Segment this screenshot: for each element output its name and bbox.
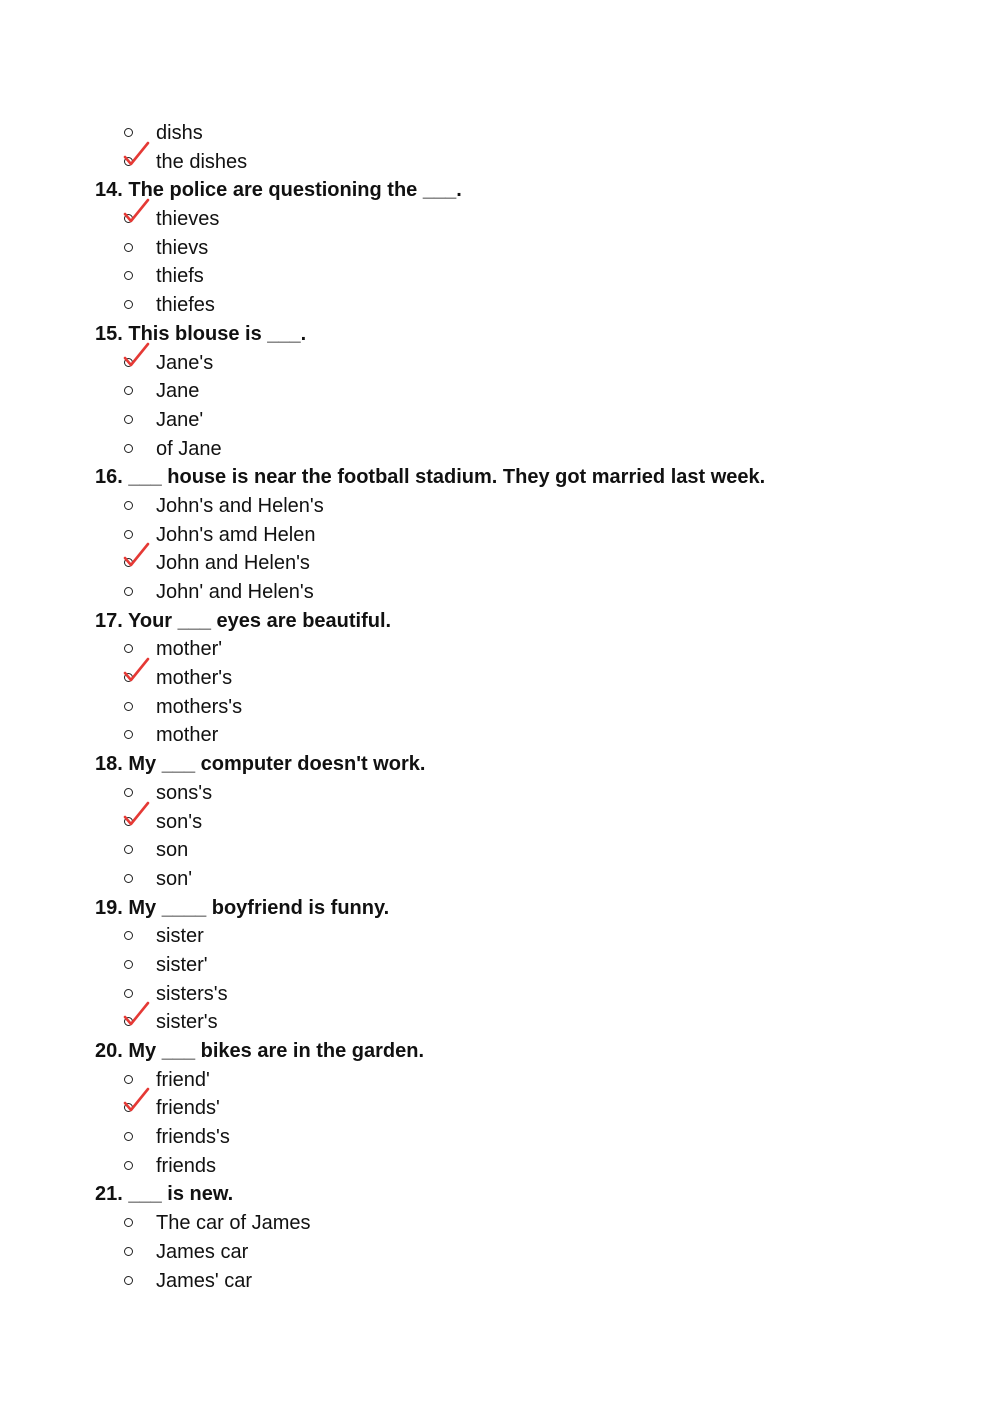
circle-bullet-icon xyxy=(124,960,133,969)
option-label: son' xyxy=(156,867,193,890)
answer-option xyxy=(0,205,1000,234)
question-text: 14. The police are questioning the ___. xyxy=(95,179,462,202)
circle-bullet-icon xyxy=(124,300,133,309)
option-label: sister' xyxy=(156,953,208,976)
option-label: thiefs xyxy=(156,265,204,288)
option-label: John' and Helen's xyxy=(156,581,314,603)
answer-option xyxy=(0,1209,1000,1238)
answer-option xyxy=(0,922,1000,951)
circle-bullet-icon xyxy=(124,702,133,711)
answer-option xyxy=(0,492,1000,521)
option-label: friends's xyxy=(156,1126,230,1149)
answer-option xyxy=(0,865,1000,894)
circle-bullet-icon xyxy=(124,444,133,453)
answer-option xyxy=(0,1123,1000,1152)
option-label: Jane's xyxy=(156,351,214,374)
answer-option xyxy=(0,377,1000,406)
option-label: friends' xyxy=(156,1097,220,1120)
option-label: John's amd Helen xyxy=(156,523,316,546)
question-text: 19. My ____ boyfriend is funny. xyxy=(95,896,390,919)
option-label: Jane' xyxy=(156,408,204,431)
red-checkmark-icon xyxy=(121,801,151,831)
red-checkmark-icon xyxy=(121,342,151,372)
option-label: dishs xyxy=(156,122,203,144)
red-checkmark-icon xyxy=(121,657,151,687)
circle-bullet-icon xyxy=(124,989,133,998)
option-label: mother xyxy=(156,724,219,747)
option-label: the dishes xyxy=(156,150,248,173)
circle-bullet-icon xyxy=(124,1161,133,1170)
red-checkmark-icon xyxy=(121,542,151,572)
circle-bullet-icon xyxy=(124,874,133,883)
option-label: mother' xyxy=(156,638,223,661)
answer-option xyxy=(0,721,1000,750)
answer-option xyxy=(0,664,1000,693)
circle-bullet-icon xyxy=(124,530,133,539)
answer-option xyxy=(0,808,1000,837)
option-label: mother's xyxy=(156,667,233,690)
question-text: 15. This blouse is ___. xyxy=(95,322,307,345)
answer-option xyxy=(0,1238,1000,1267)
answer-option xyxy=(0,148,1000,177)
circle-bullet-icon xyxy=(124,1218,133,1227)
answer-option xyxy=(0,349,1000,378)
circle-bullet-icon xyxy=(124,1075,133,1084)
option-label: sister's xyxy=(156,1011,218,1034)
circle-bullet-icon xyxy=(124,243,133,252)
circle-bullet-icon xyxy=(124,386,133,395)
question-text: 18. My ___ computer doesn't work. xyxy=(95,753,426,776)
question-text: 20. My ___ bikes are in the garden. xyxy=(95,1040,425,1062)
circle-bullet-icon xyxy=(124,587,133,596)
circle-bullet-icon xyxy=(124,1276,133,1285)
option-label: sisters's xyxy=(156,982,228,1005)
circle-bullet-icon xyxy=(124,788,133,797)
answer-option xyxy=(0,549,1000,578)
circle-bullet-icon xyxy=(124,644,133,653)
circle-bullet-icon xyxy=(124,501,133,510)
option-label: friend' xyxy=(156,1068,210,1091)
answer-option xyxy=(0,578,1000,607)
question-text: 17. Your ___ eyes are beautiful. xyxy=(95,609,392,632)
option-label: James' car xyxy=(156,1269,253,1292)
answer-option xyxy=(0,1008,1000,1037)
option-label: sister xyxy=(156,925,204,948)
circle-bullet-icon xyxy=(124,730,133,739)
answer-option xyxy=(0,1094,1000,1123)
circle-bullet-icon xyxy=(124,128,133,137)
circle-bullet-icon xyxy=(124,845,133,854)
option-label: John and Helen's xyxy=(156,552,310,575)
red-checkmark-icon xyxy=(121,1087,151,1117)
option-label: thievs xyxy=(156,236,209,259)
red-checkmark-icon xyxy=(121,198,151,228)
option-label: of Jane xyxy=(156,437,222,460)
option-label: thieves xyxy=(156,208,220,231)
answer-option xyxy=(0,951,1000,980)
answer-option xyxy=(0,1152,1000,1181)
circle-bullet-icon xyxy=(124,271,133,280)
circle-bullet-icon xyxy=(124,1247,133,1256)
option-label: friends xyxy=(156,1154,217,1177)
answer-option xyxy=(0,291,1000,320)
answer-option xyxy=(0,435,1000,464)
circle-bullet-icon xyxy=(124,1132,133,1141)
answer-option xyxy=(0,234,1000,263)
option-label: The car of James xyxy=(156,1212,311,1235)
answer-option xyxy=(0,836,1000,865)
red-checkmark-icon xyxy=(121,141,151,171)
option-label: son's xyxy=(156,810,203,833)
option-label: son xyxy=(156,839,189,862)
circle-bullet-icon xyxy=(124,415,133,424)
option-label: thiefes xyxy=(156,294,215,317)
answer-option xyxy=(0,406,1000,435)
answer-option xyxy=(0,262,1000,291)
quiz-list xyxy=(0,119,1000,1295)
question-text: 21. ___ is new. xyxy=(95,1183,234,1206)
option-label: mothers's xyxy=(156,695,243,718)
option-label: James car xyxy=(156,1240,249,1263)
option-label: Jane xyxy=(156,380,200,403)
red-checkmark-icon xyxy=(121,1001,151,1031)
answer-option xyxy=(0,693,1000,722)
question-text: 16. ___ house is near the football stadium. They got married last week. xyxy=(95,466,766,489)
circle-bullet-icon xyxy=(124,931,133,940)
option-label: sons's xyxy=(156,781,213,804)
answer-option xyxy=(0,1267,1000,1296)
option-label: John's and Helen's xyxy=(156,494,324,517)
